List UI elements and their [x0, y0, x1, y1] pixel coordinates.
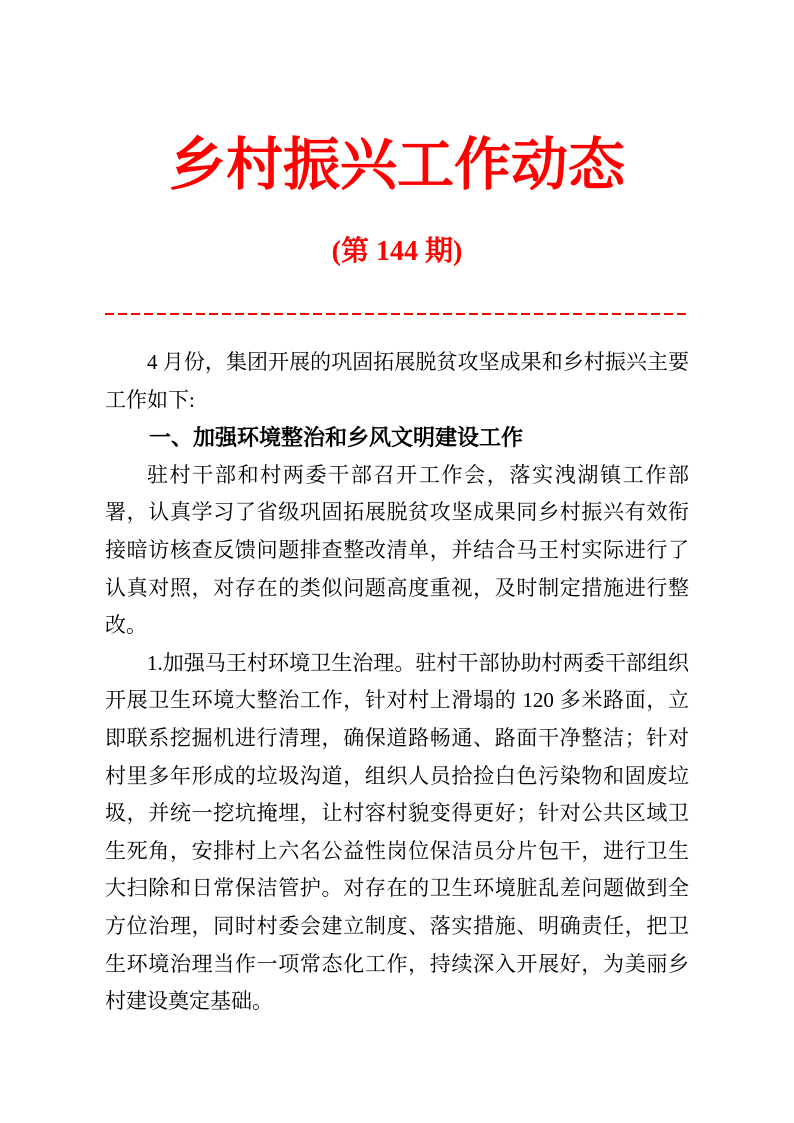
section-heading: 一、加强环境整治和乡风文明建设工作: [149, 425, 524, 451]
document-title: 乡村振兴工作动态: [169, 134, 625, 197]
intro-paragraph: 4 月份，集团开展的巩固拓展脱贫攻坚成果和乡村振兴主要工作如下:: [105, 350, 689, 412]
body-paragraph-1: 驻村干部和村两委干部召开工作会，落实洩湖镇工作部署，认真学习了省级巩固拓展脱贫攻坚成果同乡村振兴有效衔接暗访核查反馈问题排查整改清单，并结合马王村实际进行了认真对照，对存在的类似问题高度重视，及时制定措施进行整改。: [105, 462, 689, 638]
document-content: [0, 126, 794, 1021]
body-paragraph-2: 1.加强马王村环境卫生治理。驻村干部协助村两委干部组织开展卫生环境大整治工作，针对村上滑塌的 120 多米路面，立即联系挖掘机进行清理，确保道路畅通、路面干净整洁；针对村里多年形成的垃圾沟道，组织人员拾捡白色污染物和固废垃圾，并统一挖坑掩埋，让村容村貌变得更好；针对公共区域卫生死角，安排村上六名公益性岗位保洁员分片包干，进行卫生大扫除和日常保洁管护。对存在的卫生环境脏乱差问题做到全方位治理，同时村委会建立制度、落实措施、明确责任，把卫生环境治理当作一项常态化工作，持续深入开展好，为美丽乡村建设奠定基础。: [105, 650, 689, 1014]
document-body: [105, 344, 689, 1021]
red-dashed-divider: [105, 313, 689, 315]
issue-number: (第 144 期): [331, 236, 463, 267]
